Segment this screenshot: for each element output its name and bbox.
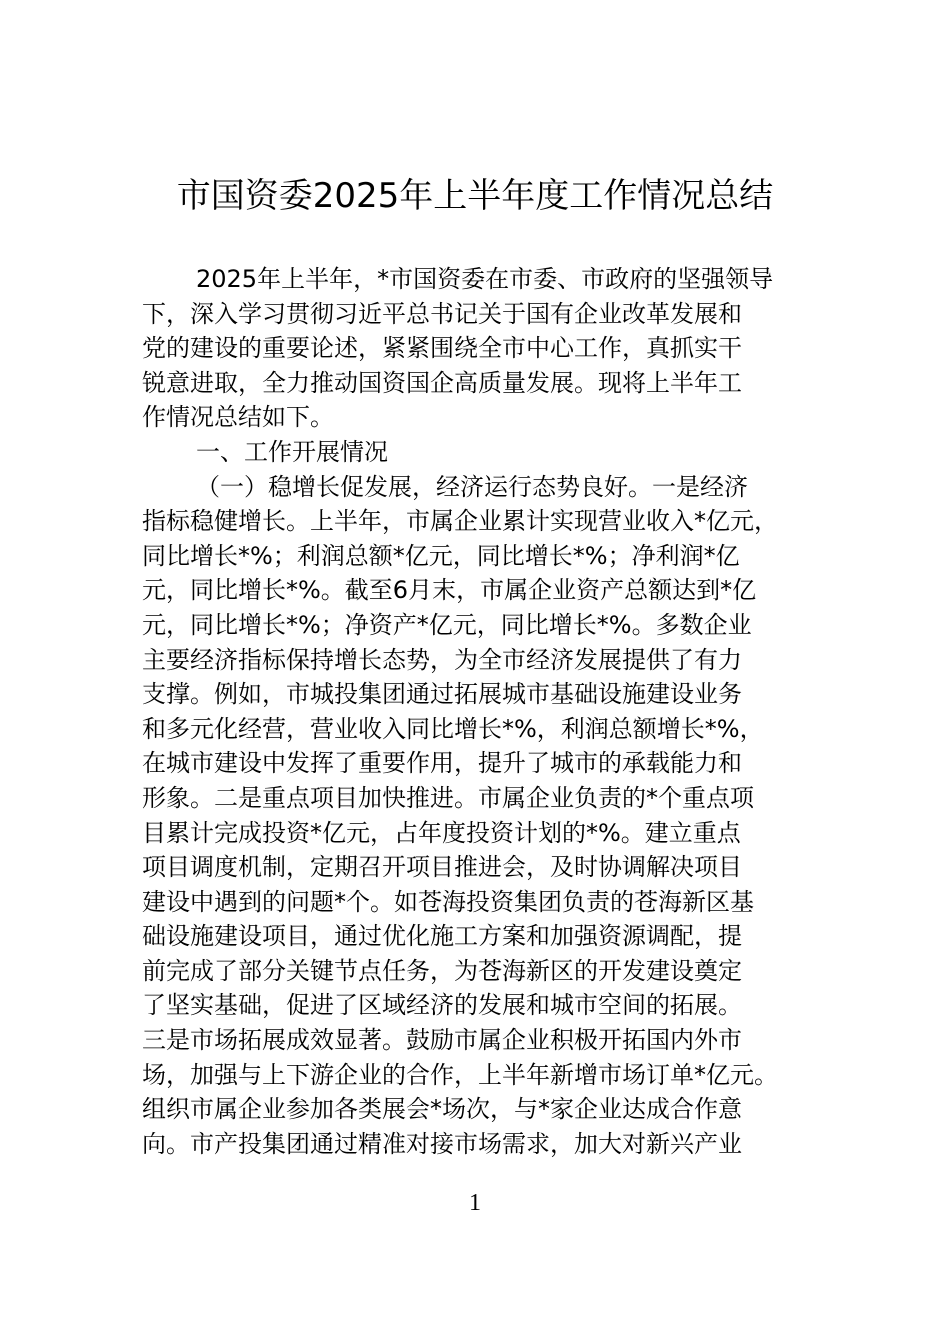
paragraph-line: 组织市属企业参加各类展会*场次，与*家企业达成合作意 bbox=[142, 1095, 742, 1124]
paragraph-line: 支撑。例如，市城投集团通过拓展城市基础设施建设业务 bbox=[142, 680, 742, 709]
paragraph-line: 三是市场拓展成效显著。鼓励市属企业积极开拓国内外市 bbox=[142, 1026, 742, 1055]
paragraph-line: 和多元化经营，营业收入同比增长*%，利润总额增长*%， bbox=[142, 714, 764, 743]
section-heading: 一、工作开展情况 bbox=[196, 437, 388, 466]
paragraph-line: 前完成了部分关键节点任务，为苍海新区的开发建设奠定 bbox=[142, 956, 742, 985]
document-title: 市国资委2025年上半年度工作情况总结 bbox=[176, 176, 774, 216]
paragraph-line: 场，加强与上下游企业的合作，上半年新增市场订单*亿元。 bbox=[142, 1060, 778, 1089]
paragraph-line: 锐意进取，全力推动国资国企高质量发展。现将上半年工 bbox=[142, 368, 742, 397]
paragraph-line: 形象。二是重点项目加快推进。市属企业负责的*个重点项 bbox=[142, 783, 754, 812]
paragraph-line: 主要经济指标保持增长态势，为全市经济发展提供了有力 bbox=[142, 645, 742, 674]
page-number: 1 bbox=[469, 1190, 481, 1216]
paragraph-line: 目累计完成投资*亿元，占年度投资计划的*%。建立重点 bbox=[142, 818, 741, 847]
paragraph-line: 同比增长*%；利润总额*亿元，同比增长*%；净利润*亿 bbox=[142, 541, 740, 570]
paragraph-line: 指标稳健增长。上半年，市属企业累计实现营业收入*亿元， bbox=[142, 507, 778, 536]
paragraph-line: 项目调度机制，定期召开项目推进会，及时协调解决项目 bbox=[142, 853, 742, 882]
paragraph-line: 础设施建设项目，通过优化施工方案和加强资源调配，提 bbox=[142, 922, 742, 951]
paragraph-line: 下，深入学习贯彻习近平总书记关于国有企业改革发展和 bbox=[142, 299, 742, 328]
paragraph-line: 建设中遇到的问题*个。如苍海投资集团负责的苍海新区基 bbox=[142, 887, 754, 916]
paragraph-line: 向。市产投集团通过精准对接市场需求，加大对新兴产业 bbox=[142, 1129, 742, 1158]
paragraph-line: 作情况总结如下。 bbox=[142, 403, 334, 432]
paragraph-line: 元，同比增长*%；净资产*亿元，同比增长*%。多数企业 bbox=[142, 610, 752, 639]
subsection-line: （一）稳增长促发展，经济运行态势良好。一是经济 bbox=[196, 472, 748, 501]
paragraph-line: 2025年上半年，*市国资委在市委、市政府的坚强领导 bbox=[196, 265, 774, 293]
paragraph-line: 党的建设的重要论述，紧紧围绕全市中心工作，真抓实干 bbox=[142, 334, 742, 363]
paragraph-line: 在城市建设中发挥了重要作用，提升了城市的承载能力和 bbox=[142, 749, 742, 778]
document-body bbox=[142, 262, 814, 1161]
paragraph-line: 了坚实基础，促进了区域经济的发展和城市空间的拓展。 bbox=[142, 991, 742, 1020]
paragraph-line: 元，同比增长*%。截至6月末，市属企业资产总额达到*亿 bbox=[142, 576, 757, 605]
